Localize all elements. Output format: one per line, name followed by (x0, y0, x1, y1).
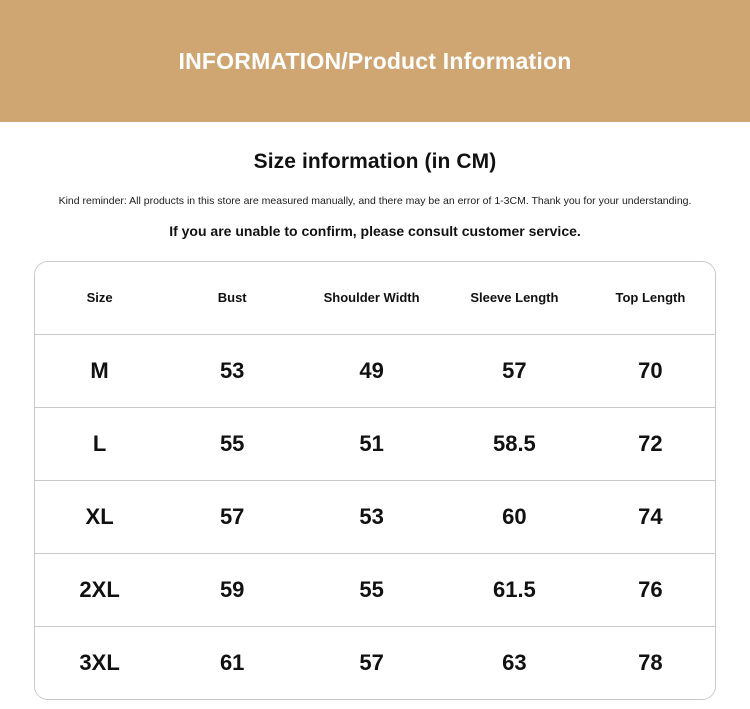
size-chart-table (35, 262, 715, 699)
cell-top-length: 72 (586, 407, 715, 480)
measurement-reminder-text: Kind reminder: All products in this store are measured manually, and there may be an error of 1-3CM. Thank you for your understanding. (58, 195, 692, 207)
table-row (35, 334, 715, 407)
cell-size: 2XL (35, 553, 164, 626)
column-header-shoulder-width: Shoulder Width (300, 262, 443, 335)
cell-top-length: 70 (586, 334, 715, 407)
consult-customer-service-text: If you are unable to confirm, please consult customer service. (169, 222, 581, 239)
size-chart-container (34, 261, 716, 700)
cell-size: L (35, 407, 164, 480)
cell-bust: 59 (164, 553, 300, 626)
information-banner (0, 0, 750, 122)
cell-bust: 53 (164, 334, 300, 407)
size-information-title: Size information (in CM) (253, 150, 497, 173)
cell-sleeve-length: 63 (443, 626, 586, 699)
cell-size: XL (35, 480, 164, 553)
cell-shoulder-width: 51 (300, 407, 443, 480)
table-row (35, 553, 715, 626)
cell-bust: 57 (164, 480, 300, 553)
cell-sleeve-length: 57 (443, 334, 586, 407)
cell-top-length: 78 (586, 626, 715, 699)
cell-sleeve-length: 61.5 (443, 553, 586, 626)
column-header-bust: Bust (164, 262, 300, 335)
cell-shoulder-width: 55 (300, 553, 443, 626)
cell-shoulder-width: 53 (300, 480, 443, 553)
table-row (35, 626, 715, 699)
cell-top-length: 76 (586, 553, 715, 626)
column-header-size: Size (35, 262, 164, 335)
cell-bust: 55 (164, 407, 300, 480)
table-row (35, 407, 715, 480)
cell-shoulder-width: 49 (300, 334, 443, 407)
cell-top-length: 74 (586, 480, 715, 553)
cell-bust: 61 (164, 626, 300, 699)
banner-title: INFORMATION/Product Information (178, 47, 572, 74)
cell-sleeve-length: 60 (443, 480, 586, 553)
cell-shoulder-width: 57 (300, 626, 443, 699)
table-header-row (35, 262, 715, 335)
cell-sleeve-length: 58.5 (443, 407, 586, 480)
cell-size: M (35, 334, 164, 407)
table-row (35, 480, 715, 553)
cell-size: 3XL (35, 626, 164, 699)
column-header-sleeve-length: Sleeve Length (443, 262, 586, 335)
column-header-top-length: Top Length (586, 262, 715, 335)
